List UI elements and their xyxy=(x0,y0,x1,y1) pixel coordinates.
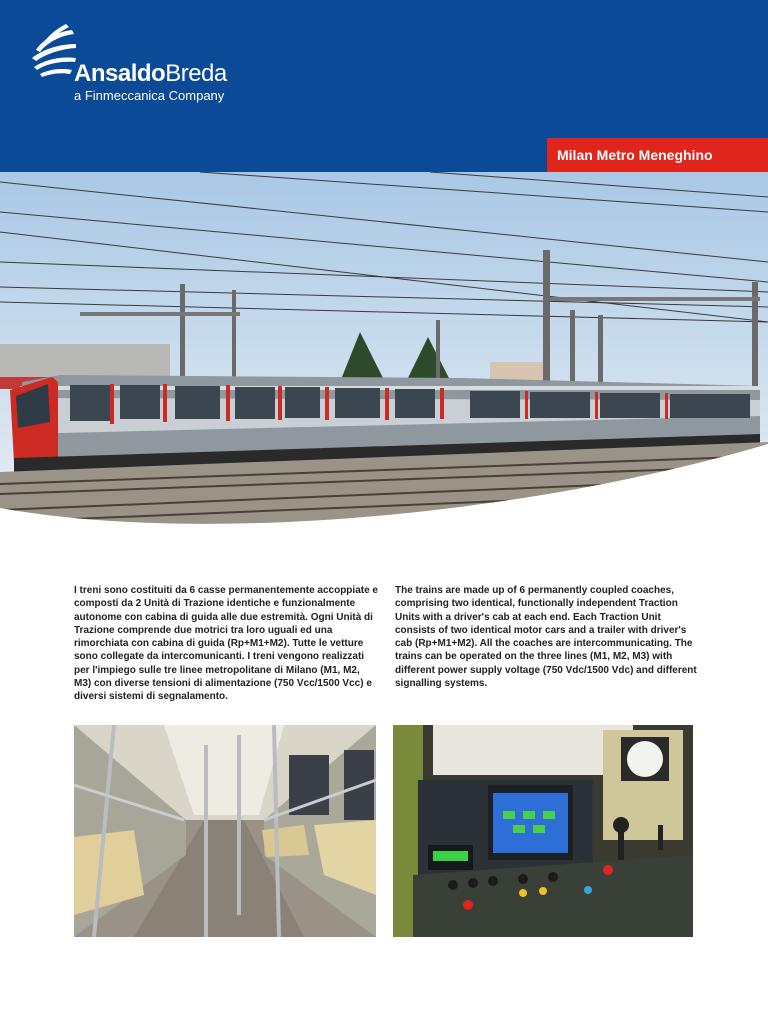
brand-name-bold: Ansaldo xyxy=(74,60,166,87)
train-interior-photo xyxy=(74,725,376,937)
driver-cab-photo xyxy=(393,725,693,937)
company-logo[interactable] xyxy=(28,22,268,112)
italian-description: I treni sono costituiti da 6 casse permanentemente accoppiate e composti da 2 Unità di Trazione identiche e funzionalmente autonome con cabina di guida alle due estremità. Ogni Unità di Trazione comprende due motrici tra loro uguali ed una rimorchiata con cabina di guida (Rp+M1+M2). Tutte le vetture sono collegate da intercomunicanti. I treni vengono realizzati per l'impiego sulle tre linee metropolitane di Milano (M1, M2, M3) con diverse tensioni di alimentazione (750 Vcc/1500 Vcc) e diversi sistemi di segnalamento. xyxy=(74,585,378,703)
train-photo xyxy=(0,172,768,532)
brand-name-regular: Breda xyxy=(165,60,227,87)
brand-tagline: a Finmeccanica Company xyxy=(74,88,225,103)
brand-name xyxy=(74,60,227,88)
document-title: Milan Metro Meneghino xyxy=(547,138,768,172)
english-description: The trains are made up of 6 permanently coupled coaches, comprising two identical, functionally independent Traction Units with a driver's cab at each end. Each Traction Unit consists of two identical motor cars and a trailer with driver's cab (Rp+M1+M2). All the coaches are intercommunicating. The trains can be operated on the three lines (M1, M2, M3) with different power supply voltage (750 Vdc/1500 Vdc) and different signalling systems. xyxy=(395,585,697,690)
